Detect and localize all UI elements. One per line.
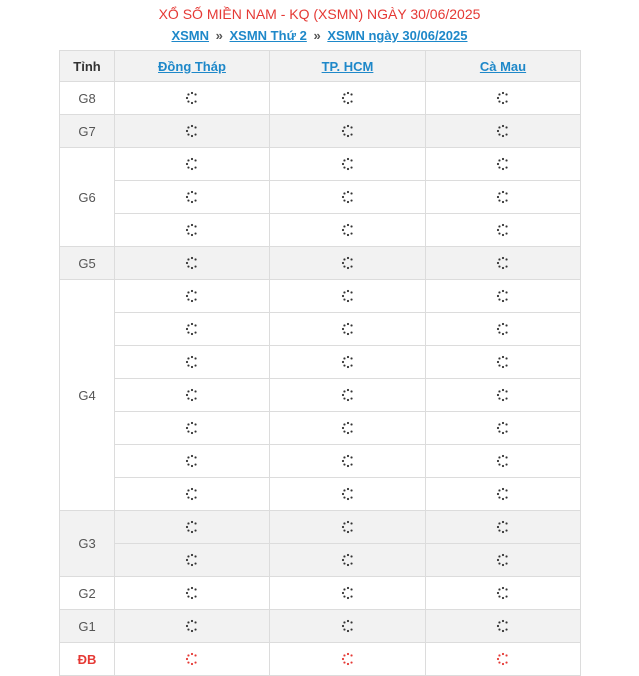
loading-spinner-icon <box>185 289 199 303</box>
result-cell <box>115 115 270 148</box>
province-header <box>115 51 270 82</box>
loading-spinner-icon <box>185 487 199 501</box>
result-cell <box>115 511 270 544</box>
result-cell <box>115 610 270 643</box>
table-row <box>60 181 581 214</box>
table-row <box>60 577 581 610</box>
result-cell <box>115 181 270 214</box>
result-cell <box>426 511 581 544</box>
loading-spinner-icon <box>185 520 199 534</box>
prize-label: G1 <box>60 610 115 643</box>
loading-spinner-icon <box>185 256 199 270</box>
loading-spinner-icon <box>341 652 355 666</box>
loading-spinner-icon <box>185 454 199 468</box>
loading-spinner-icon <box>341 157 355 171</box>
loading-spinner-icon <box>341 619 355 633</box>
province-link-tp-hcm[interactable]: TP. HCM <box>321 58 374 74</box>
result-cell <box>270 478 426 511</box>
result-cell <box>270 544 426 577</box>
breadcrumb-link-xsmn-date[interactable]: XSMN ngày 30/06/2025 <box>327 28 468 43</box>
result-cell <box>426 445 581 478</box>
result-cell <box>426 379 581 412</box>
table-row <box>60 82 581 115</box>
result-cell <box>270 148 426 181</box>
table-row <box>60 511 581 544</box>
result-cell <box>115 412 270 445</box>
province-header <box>270 51 426 82</box>
result-cell <box>426 643 581 676</box>
result-cell <box>426 313 581 346</box>
province-header <box>426 51 581 82</box>
result-cell <box>115 247 270 280</box>
loading-spinner-icon <box>185 553 199 567</box>
result-cell <box>270 511 426 544</box>
result-cell <box>115 313 270 346</box>
prize-label: G3 <box>60 511 115 577</box>
result-cell <box>426 115 581 148</box>
table-row <box>60 643 581 676</box>
result-cell <box>270 412 426 445</box>
table-row <box>60 313 581 346</box>
page-title: XỔ SỐ MIỀN NAM - KQ (XSMN) NGÀY 30/06/2025 <box>158 6 481 22</box>
loading-spinner-icon <box>496 289 510 303</box>
loading-spinner-icon <box>341 421 355 435</box>
result-cell <box>115 346 270 379</box>
result-cell <box>426 280 581 313</box>
loading-spinner-icon <box>185 355 199 369</box>
result-cell <box>270 577 426 610</box>
loading-spinner-icon <box>341 322 355 336</box>
loading-spinner-icon <box>496 322 510 336</box>
loading-spinner-icon <box>341 190 355 204</box>
table-row <box>60 544 581 577</box>
loading-spinner-icon <box>496 487 510 501</box>
prize-label: G5 <box>60 247 115 280</box>
table-row <box>60 280 581 313</box>
loading-spinner-icon <box>341 520 355 534</box>
result-cell <box>115 214 270 247</box>
result-cell <box>270 379 426 412</box>
loading-spinner-icon <box>496 190 510 204</box>
loading-spinner-icon <box>185 157 199 171</box>
table-row <box>60 148 581 181</box>
table-row <box>60 610 581 643</box>
result-cell <box>115 577 270 610</box>
loading-spinner-icon <box>496 388 510 402</box>
result-cell <box>115 379 270 412</box>
result-cell <box>426 82 581 115</box>
loading-spinner-icon <box>341 487 355 501</box>
loading-spinner-icon <box>341 124 355 138</box>
prize-label: G7 <box>60 115 115 148</box>
loading-spinner-icon <box>185 619 199 633</box>
result-cell <box>115 148 270 181</box>
result-cell <box>270 643 426 676</box>
province-link-dong-thap[interactable]: Đồng Tháp <box>158 58 226 74</box>
loading-spinner-icon <box>185 322 199 336</box>
loading-spinner-icon <box>496 124 510 138</box>
result-cell <box>270 247 426 280</box>
loading-spinner-icon <box>496 553 510 567</box>
loading-spinner-icon <box>496 586 510 600</box>
result-cell <box>426 412 581 445</box>
loading-spinner-icon <box>496 454 510 468</box>
breadcrumb-link-xsmn[interactable]: XSMN <box>171 28 210 43</box>
prize-label: G2 <box>60 577 115 610</box>
loading-spinner-icon <box>185 91 199 105</box>
loading-spinner-icon <box>185 223 199 237</box>
result-cell <box>115 445 270 478</box>
result-cell <box>426 577 581 610</box>
loading-spinner-icon <box>341 388 355 402</box>
loading-spinner-icon <box>341 586 355 600</box>
prize-label: G6 <box>60 148 115 247</box>
breadcrumb-separator: » <box>313 28 321 43</box>
loading-spinner-icon <box>496 256 510 270</box>
loading-spinner-icon <box>496 157 510 171</box>
loading-spinner-icon <box>185 190 199 204</box>
loading-spinner-icon <box>185 124 199 138</box>
loading-spinner-icon <box>496 520 510 534</box>
loading-spinner-icon <box>496 652 510 666</box>
result-cell <box>270 181 426 214</box>
province-column-header: Tỉnh <box>60 51 115 82</box>
table-row <box>60 379 581 412</box>
loading-spinner-icon <box>341 223 355 237</box>
result-cell <box>115 643 270 676</box>
table-row <box>60 115 581 148</box>
result-cell <box>270 313 426 346</box>
table-row <box>60 478 581 511</box>
result-cell <box>426 478 581 511</box>
breadcrumb-separator: » <box>215 28 223 43</box>
prize-label: ĐB <box>60 643 115 676</box>
result-cell <box>270 610 426 643</box>
table-row <box>60 214 581 247</box>
result-cell <box>115 544 270 577</box>
breadcrumb-link-xsmn-thu-2[interactable]: XSMN Thứ 2 <box>229 28 307 43</box>
result-cell <box>270 445 426 478</box>
result-cell <box>115 478 270 511</box>
result-cell <box>270 280 426 313</box>
loading-spinner-icon <box>185 421 199 435</box>
loading-spinner-icon <box>341 553 355 567</box>
result-cell <box>270 115 426 148</box>
table-row <box>60 412 581 445</box>
result-cell <box>426 247 581 280</box>
result-cell <box>270 82 426 115</box>
breadcrumb <box>0 28 639 43</box>
loading-spinner-icon <box>185 652 199 666</box>
province-link-ca-mau[interactable]: Cà Mau <box>479 58 527 74</box>
result-cell <box>426 544 581 577</box>
loading-spinner-icon <box>341 289 355 303</box>
result-cell <box>426 148 581 181</box>
result-cell <box>426 214 581 247</box>
result-cell <box>115 82 270 115</box>
table-header-row <box>60 51 581 82</box>
result-cell <box>270 346 426 379</box>
loading-spinner-icon <box>185 388 199 402</box>
result-cell <box>426 346 581 379</box>
loading-spinner-icon <box>341 91 355 105</box>
loading-spinner-icon <box>496 619 510 633</box>
result-cell <box>426 181 581 214</box>
table-row <box>60 445 581 478</box>
loading-spinner-icon <box>185 586 199 600</box>
loading-spinner-icon <box>496 223 510 237</box>
prize-label: G4 <box>60 280 115 511</box>
result-cell <box>426 610 581 643</box>
table-row <box>60 346 581 379</box>
results-table <box>59 50 581 676</box>
loading-spinner-icon <box>496 355 510 369</box>
result-cell <box>115 280 270 313</box>
loading-spinner-icon <box>341 355 355 369</box>
prize-label: G8 <box>60 82 115 115</box>
loading-spinner-icon <box>341 256 355 270</box>
loading-spinner-icon <box>496 91 510 105</box>
loading-spinner-icon <box>496 421 510 435</box>
table-row <box>60 247 581 280</box>
loading-spinner-icon <box>341 454 355 468</box>
result-cell <box>270 214 426 247</box>
